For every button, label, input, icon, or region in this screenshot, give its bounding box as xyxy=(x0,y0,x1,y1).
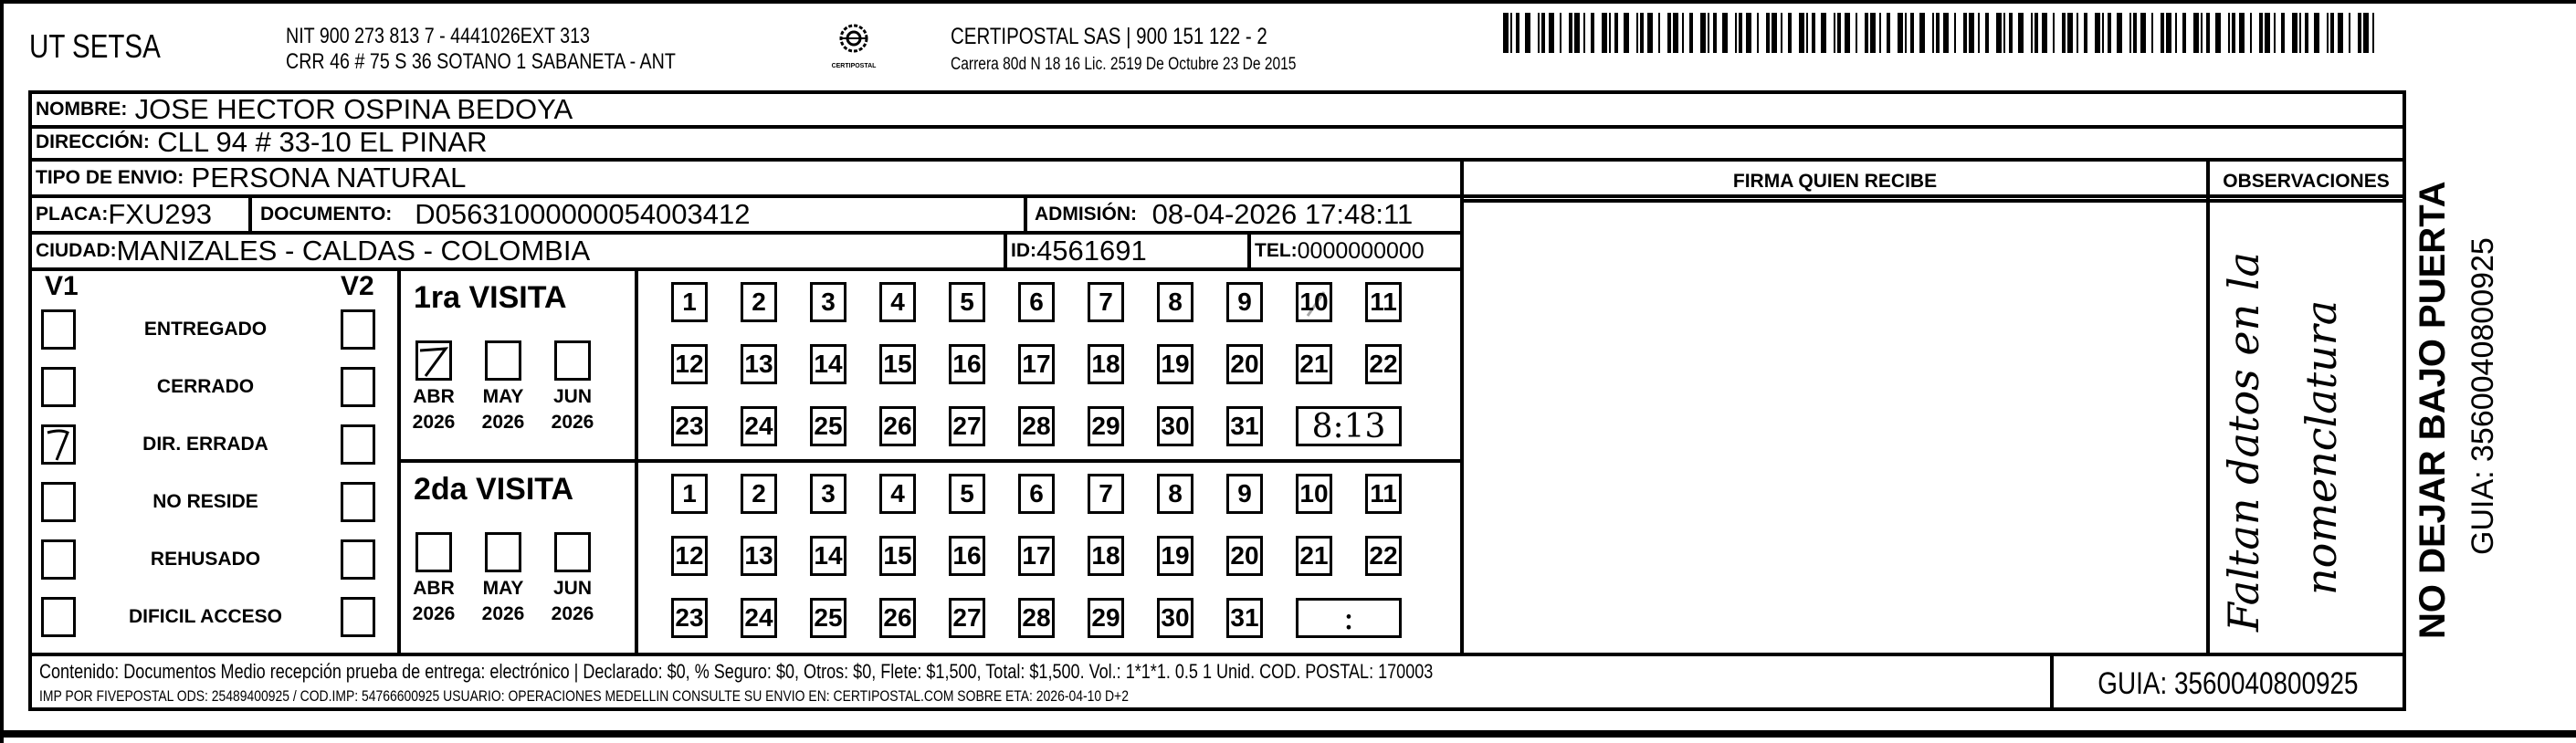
day-box-31[interactable]: 31 xyxy=(1226,598,1263,638)
barcode-bar xyxy=(1667,13,1671,53)
day-box-24[interactable]: 24 xyxy=(741,406,777,446)
status-label: ENTREGADO xyxy=(143,319,268,340)
day-box-8[interactable]: 8 xyxy=(1157,282,1193,322)
documento-label: DOCUMENTO: xyxy=(260,204,393,225)
visit-title: 2da VISITA xyxy=(414,472,574,507)
barcode-bar xyxy=(2250,13,2252,53)
barcode-bar xyxy=(2129,13,2131,53)
v1-header: V1 xyxy=(45,271,79,301)
day-box-17[interactable]: 17 xyxy=(1018,536,1055,576)
day-box-23[interactable]: 23 xyxy=(671,406,708,446)
barcode-bar xyxy=(1516,13,1519,53)
barcode-bar xyxy=(1560,13,1561,53)
day-box-29[interactable]: 29 xyxy=(1088,598,1124,638)
day-box-15[interactable]: 15 xyxy=(879,536,916,576)
placa-value: FXU293 xyxy=(108,198,213,230)
day-box-22[interactable]: 22 xyxy=(1365,344,1402,384)
barcode-bar xyxy=(1722,13,1728,53)
barcode-bar xyxy=(2206,13,2210,53)
barcode-bar xyxy=(2299,13,2301,53)
direccion-value: CLL 94 # 33-10 EL PINAR xyxy=(157,126,488,158)
day-box-3[interactable]: 3 xyxy=(810,282,846,322)
v2-checkbox[interactable] xyxy=(341,539,375,580)
barcode-bar xyxy=(2175,13,2177,53)
v2-checkbox[interactable] xyxy=(341,597,375,637)
barcode-bar xyxy=(1837,13,1841,53)
day-box-9[interactable]: 9 xyxy=(1226,474,1263,514)
barcode-bar xyxy=(1978,13,1980,53)
barcode-bar xyxy=(1700,13,1706,53)
barcode-bar xyxy=(2009,13,2013,53)
day-box-4[interactable]: 4 xyxy=(879,282,916,322)
barcode-bar xyxy=(1799,13,1804,53)
barcode-bar xyxy=(1658,13,1660,53)
day-box-13[interactable]: 13 xyxy=(741,536,777,576)
day-box-7[interactable]: 7 xyxy=(1088,474,1124,514)
barcode-bar xyxy=(1870,13,1876,53)
barcode-bar xyxy=(2084,13,2087,53)
day-box-26[interactable]: 26 xyxy=(879,406,916,446)
day-box-7[interactable]: 7 xyxy=(1088,282,1124,322)
left-border xyxy=(0,0,4,743)
barcode-bar xyxy=(2281,13,2285,53)
signature-area[interactable] xyxy=(1464,203,2206,653)
barcode-bar xyxy=(1739,13,1742,53)
check-mark-icon xyxy=(418,343,449,378)
observation-line-2: nomenclatura xyxy=(2297,299,2346,595)
day-box-6[interactable]: 6 xyxy=(1018,474,1055,514)
time-box[interactable]: 8:13 xyxy=(1296,406,1402,446)
barcode-bar xyxy=(1746,13,1751,53)
barcode-bar xyxy=(1549,13,1554,53)
id-label: ID: xyxy=(1011,240,1036,261)
barcode-bar xyxy=(2349,13,2350,53)
barcode-bar xyxy=(1969,13,1974,53)
barcode-bar xyxy=(1538,13,1540,53)
barcode-bar xyxy=(2108,13,2111,53)
barcode-bar xyxy=(2314,13,2319,53)
top-border xyxy=(0,0,2576,4)
status-label: DIFICIL ACCESO xyxy=(128,606,282,627)
barcode-bar xyxy=(2265,13,2270,53)
day-box-20[interactable]: 20 xyxy=(1226,536,1263,576)
day-box-19[interactable]: 19 xyxy=(1157,536,1193,576)
barcode-bar xyxy=(1503,13,1509,53)
month-checkbox-may[interactable] xyxy=(485,532,521,572)
barcode-bar xyxy=(2062,13,2066,53)
barcode-bar xyxy=(1943,13,1949,53)
barcode-bar xyxy=(1525,13,1530,53)
day-box-12[interactable]: 12 xyxy=(671,344,708,384)
day-box-20[interactable]: 20 xyxy=(1226,344,1263,384)
barcode-bar xyxy=(2274,13,2276,53)
day-box-12[interactable]: 12 xyxy=(671,536,708,576)
day-box-21[interactable]: 21 xyxy=(1296,344,1332,384)
barcode-bar xyxy=(2338,13,2343,53)
barcode-bar xyxy=(2067,13,2073,53)
side-guia: GUIA: 3560040800925 xyxy=(2466,237,2500,555)
barcode-bar xyxy=(2358,13,2361,53)
observaciones-header: OBSERVACIONES xyxy=(2223,170,2390,192)
day-box-16[interactable]: 16 xyxy=(949,536,985,576)
footer-line-2: IMP POR FIVEPOSTAL ODS: 25489400925 / COD.IMP: 54766600925 USUARIO: OPERACIONES MEDELLIN CONSULTE SU ENVIO EN: CERTIPOSTAL.COM SOBRE ETA: 2026-04-10 D+2 xyxy=(39,687,1129,705)
ciudad-label: CIUDAD: xyxy=(36,240,117,261)
barcode-bar xyxy=(2140,13,2146,53)
barcode-bar xyxy=(1673,13,1678,53)
tipo-label: TIPO DE ENVIO: xyxy=(36,167,184,188)
barcode-bar xyxy=(1910,13,1914,53)
v2-header: V2 xyxy=(341,271,374,301)
barcode-bar xyxy=(2102,13,2104,53)
barcode-bar xyxy=(2193,13,2199,53)
day-box-5[interactable]: 5 xyxy=(949,282,985,322)
day-box-marked[interactable] xyxy=(1296,282,1332,322)
day-box-26[interactable]: 26 xyxy=(879,598,916,638)
barcode-bar xyxy=(2372,13,2374,53)
v1-checkbox-entregado[interactable] xyxy=(41,309,76,350)
year-label: 2026 xyxy=(412,412,456,433)
v1-checkbox-dificil-acceso[interactable] xyxy=(41,597,76,637)
barcode-bar xyxy=(1636,13,1638,53)
day-box-27[interactable]: 27 xyxy=(949,598,985,638)
barcode-bar xyxy=(1772,13,1777,53)
barcode-bar xyxy=(1963,13,1967,53)
barcode-bar xyxy=(1898,13,1903,53)
barcode-bar xyxy=(1821,13,1826,53)
day-box-6[interactable]: 6 xyxy=(1018,282,1055,322)
tel-value: 0000000000 xyxy=(1297,237,1425,264)
barcode-bar xyxy=(2133,13,2137,53)
certipostal-logo: CERTIPOSTAL xyxy=(826,22,881,69)
documento-value: D05631000000054003412 xyxy=(415,198,751,230)
barcode-bar xyxy=(2201,13,2203,53)
v1-checkbox-no-reside[interactable] xyxy=(41,482,76,522)
day-box-27[interactable]: 27 xyxy=(949,406,985,446)
barcode-bar xyxy=(2215,13,2221,53)
day-box-22[interactable]: 22 xyxy=(1365,536,1402,576)
barcode-bar xyxy=(1591,13,1594,53)
barcode-bar xyxy=(1887,13,1890,53)
barcode-bar xyxy=(1602,13,1607,53)
day-box-14[interactable]: 14 xyxy=(810,344,846,384)
day-box-15[interactable]: 15 xyxy=(879,344,916,384)
month-label: MAY xyxy=(482,578,524,599)
footer-line-1: Contenido: Documentos Medio recepción prueba de entrega: electrónico | Declarado: $0, % Seguro: $0, Otros: $0, Flete: $1,500, Total: $1,500. Vol.: 1*1*1. 0.5 1 Unid. COD. POSTAL: 170003 xyxy=(39,660,1434,683)
day-box-9[interactable]: 9 xyxy=(1226,282,1263,322)
day-box-30[interactable]: 30 xyxy=(1157,598,1193,638)
day-box-8[interactable]: 8 xyxy=(1157,474,1193,514)
day-box-29[interactable]: 29 xyxy=(1088,406,1124,446)
barcode-bar xyxy=(1766,13,1770,53)
barcode-bar xyxy=(2305,13,2308,53)
ciudad-value: MANIZALES - CALDAS - COLOMBIA xyxy=(116,235,591,267)
day-box-1[interactable]: 1 xyxy=(671,474,708,514)
barcode-bar xyxy=(1757,13,1759,53)
barcode-bar xyxy=(1845,13,1850,53)
barcode-bar xyxy=(1788,13,1792,53)
barcode-bar xyxy=(1856,13,1857,53)
day-box-14[interactable]: 14 xyxy=(810,536,846,576)
day-box-3[interactable]: 3 xyxy=(810,474,846,514)
barcode-bar xyxy=(2018,13,2024,53)
barcode-bar xyxy=(1834,13,1835,53)
year-label: 2026 xyxy=(551,603,594,624)
shipping-form xyxy=(28,90,2406,711)
barcode-bar xyxy=(2042,13,2047,53)
barcode-bar xyxy=(1640,13,1644,53)
admision-label: ADMISIÓN: xyxy=(1035,204,1137,225)
status-label: CERRADO xyxy=(156,376,255,397)
time-box[interactable]: : xyxy=(1296,598,1402,638)
barcode-bar xyxy=(1985,13,1989,53)
day-box-23[interactable]: 23 xyxy=(671,598,708,638)
barcode-bar xyxy=(1713,13,1717,53)
tel-label: TEL: xyxy=(1255,240,1298,261)
id-field xyxy=(1011,235,1147,267)
v1-checkbox-rehusado[interactable] xyxy=(41,539,76,580)
barcode-bar xyxy=(1781,13,1782,53)
barcode-bar xyxy=(2077,13,2078,53)
month-label: JUN xyxy=(552,578,592,599)
barcode-bar xyxy=(1541,13,1545,53)
day-box-16[interactable]: 16 xyxy=(949,344,985,384)
month-checkbox-jun[interactable] xyxy=(554,532,591,572)
tipo-row xyxy=(36,162,466,194)
year-label: 2026 xyxy=(412,603,456,624)
v1-checkbox-cerrado[interactable] xyxy=(41,367,76,407)
barcode-bar xyxy=(1735,13,1737,53)
id-value: 4561691 xyxy=(1036,235,1147,267)
barcode-bar xyxy=(1865,13,1868,53)
tel-field xyxy=(1255,235,1425,267)
tipo-value: PERSONA NATURAL xyxy=(191,162,467,194)
barcode-bar xyxy=(2166,13,2171,53)
day-box-17[interactable]: 17 xyxy=(1018,344,1055,384)
day-box-1[interactable]: 1 xyxy=(671,282,708,322)
barcode-bar xyxy=(1583,13,1585,53)
guia-number: GUIA: 3560040800925 xyxy=(2098,665,2359,701)
barcode-bar xyxy=(2182,13,2186,53)
day-box-11[interactable]: 11 xyxy=(1365,282,1402,322)
direccion-label: DIRECCIÓN: xyxy=(36,131,150,152)
v2-checkbox[interactable] xyxy=(341,309,375,350)
year-label: 2026 xyxy=(551,412,594,433)
barcode-bar xyxy=(2117,13,2122,53)
admision-field xyxy=(1035,198,1413,231)
barcode-bar xyxy=(2003,13,2005,53)
v2-checkbox[interactable] xyxy=(341,424,375,465)
day-box-11[interactable]: 11 xyxy=(1365,474,1402,514)
barcode-bar xyxy=(1624,13,1629,53)
address-line: CRR 46 # 75 S 36 SOTANO 1 SABANETA - ANT xyxy=(286,49,676,74)
nombre-value: JOSE HECTOR OSPINA BEDOYA xyxy=(134,93,573,125)
barcode-bar xyxy=(2363,13,2369,53)
barcode-bar xyxy=(1919,13,1925,53)
observation-line-1: Faltan datos en la xyxy=(2219,252,2268,632)
day-box-18[interactable]: 18 xyxy=(1088,536,1124,576)
barcode-bar xyxy=(2161,13,2164,53)
day-box-2[interactable]: 2 xyxy=(741,474,777,514)
year-label: 2026 xyxy=(481,412,525,433)
month-checkbox-may[interactable] xyxy=(485,340,521,381)
day-box-30[interactable]: 30 xyxy=(1157,406,1193,446)
month-label: ABR xyxy=(413,578,455,599)
day-box-25[interactable]: 25 xyxy=(810,406,846,446)
month-checkbox-abr[interactable] xyxy=(415,532,452,572)
month-label: MAY xyxy=(482,386,524,407)
barcode-bar xyxy=(1954,13,1956,53)
barcode-bar xyxy=(1614,13,1618,53)
day-box-21[interactable]: 21 xyxy=(1296,536,1332,576)
nombre-row xyxy=(36,94,573,125)
barcode-bar xyxy=(1647,13,1653,53)
barcode-bar xyxy=(2031,13,2033,53)
barcode-bar xyxy=(1905,13,1907,53)
ciudad-field xyxy=(36,235,590,267)
barcode-bar xyxy=(1689,13,1693,53)
barcode-bar xyxy=(1936,13,1940,53)
admision-value: 08-04-2026 17:48:11 xyxy=(1151,198,1414,230)
barcode-bar xyxy=(2228,13,2230,53)
barcode-bar xyxy=(1812,13,1815,53)
bottom-border xyxy=(0,730,2576,738)
day-box-31[interactable]: 31 xyxy=(1226,406,1263,446)
day-box-18[interactable]: 18 xyxy=(1088,344,1124,384)
documento-field xyxy=(260,198,751,231)
barcode-bar xyxy=(1996,13,2002,53)
barcode-bar xyxy=(2327,13,2329,53)
nit-line: NIT 900 273 813 7 - 4441026EXT 313 xyxy=(286,24,590,48)
barcode-bar xyxy=(1708,13,1709,53)
day-number: 10 xyxy=(1299,288,1329,316)
barcode xyxy=(1503,13,2389,53)
check-mark-icon xyxy=(44,427,73,462)
day-box-13[interactable]: 13 xyxy=(741,344,777,384)
direccion-row xyxy=(36,127,488,158)
barcode-bar xyxy=(2239,13,2245,53)
month-checkbox-jun[interactable] xyxy=(554,340,591,381)
observaciones-area[interactable] xyxy=(2210,203,2403,653)
firma-header: FIRMA QUIEN RECIBE xyxy=(1732,170,1938,192)
visit-title: 1ra VISITA xyxy=(414,280,567,315)
status-label: NO RESIDE xyxy=(152,491,258,512)
month-checkbox-abr[interactable] xyxy=(415,340,452,381)
barcode-bar xyxy=(2330,13,2334,53)
barcode-bar xyxy=(2232,13,2235,53)
barcode-bar xyxy=(2259,13,2263,53)
barcode-bar xyxy=(2035,13,2038,53)
day-box-19[interactable]: 19 xyxy=(1157,344,1193,384)
barcode-bar xyxy=(1806,13,1808,53)
status-label: DIR. ERRADA xyxy=(142,434,268,455)
placa-field xyxy=(36,198,212,231)
barcode-bar xyxy=(1609,13,1611,53)
barcode-bar xyxy=(1682,13,1684,53)
day-box-28[interactable]: 28 xyxy=(1018,598,1055,638)
barcode-bar xyxy=(2151,13,2153,53)
day-box-24[interactable]: 24 xyxy=(741,598,777,638)
barcode-bar xyxy=(2095,13,2100,53)
no-dejar-warning: NO DEJAR BAJO PUERTA xyxy=(2413,181,2453,639)
day-box-25[interactable]: 25 xyxy=(810,598,846,638)
v1-checkbox-checked[interactable] xyxy=(41,424,76,465)
month-label: ABR xyxy=(413,386,455,407)
v2-checkbox[interactable] xyxy=(341,482,375,522)
license-line: Carrera 80d N 18 16 Lic. 2519 De Octubre 23 De 2015 xyxy=(951,55,1297,74)
day-box-4[interactable]: 4 xyxy=(879,474,916,514)
year-label: 2026 xyxy=(481,603,525,624)
barcode-bar xyxy=(1879,13,1881,53)
placa-label: PLACA: xyxy=(36,204,109,225)
carrier-line: CERTIPOSTAL SAS | 900 151 122 - 2 xyxy=(951,24,1267,49)
day-box-10[interactable]: 10 xyxy=(1296,474,1332,514)
barcode-bar xyxy=(1574,13,1580,53)
month-label: JUN xyxy=(552,386,592,407)
company-name: UT SETSA xyxy=(29,27,161,65)
barcode-bar xyxy=(1510,13,1512,53)
barcode-bar xyxy=(2292,13,2297,53)
barcode-bar xyxy=(2053,13,2055,53)
barcode-bar xyxy=(1569,13,1572,53)
day-box-5[interactable]: 5 xyxy=(949,474,985,514)
day-box-28[interactable]: 28 xyxy=(1018,406,1055,446)
status-label: REHUSADO xyxy=(150,549,261,570)
barcode-bar xyxy=(1932,13,1934,53)
nombre-label: NOMBRE: xyxy=(36,99,128,120)
day-box-2[interactable]: 2 xyxy=(741,282,777,322)
v2-checkbox[interactable] xyxy=(341,367,375,407)
